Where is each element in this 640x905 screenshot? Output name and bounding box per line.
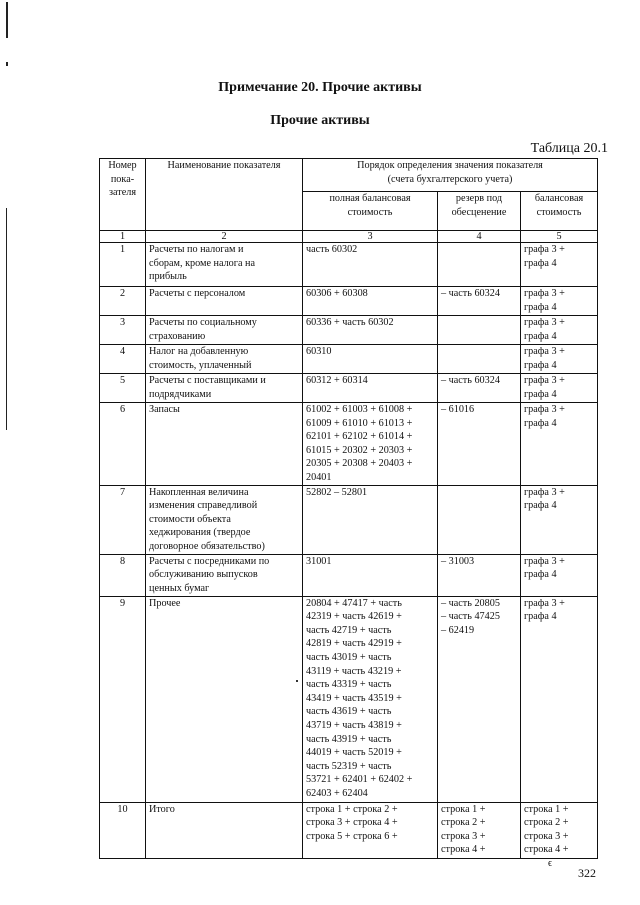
scan-edge-mark: [6, 62, 8, 66]
table-row: [100, 403, 598, 486]
page-corner-mark: ϵ: [548, 858, 553, 869]
row-gross-value: 60312 + 60314: [303, 374, 438, 403]
row-net-value: графа 3 + графа 4: [521, 596, 598, 802]
row-reserve: [438, 485, 521, 554]
row-gross-value: 60310: [303, 345, 438, 374]
row-name: Расчеты с поставщиками и подрядчиками: [146, 374, 303, 403]
column-number: 5: [521, 231, 598, 243]
row-reserve: – часть 60324: [438, 374, 521, 403]
row-reserve: строка 1 + строка 2 + строка 3 + строка 4 +: [438, 802, 521, 858]
row-number: 2: [100, 287, 146, 316]
header-order: Порядок определения значения показателя (счета бухгалтерского учета): [303, 159, 598, 192]
row-gross-value: 52802 – 52801: [303, 485, 438, 554]
row-reserve: [438, 243, 521, 287]
row-number: 4: [100, 345, 146, 374]
row-number: 7: [100, 485, 146, 554]
table-row: [100, 485, 598, 554]
row-name: Накопленная величина изменения справедливой стоимости объекта хеджирования (твердое договорное обязательство): [146, 485, 303, 554]
other-assets-table: [99, 158, 598, 859]
column-number: 2: [146, 231, 303, 243]
row-gross-value: 31001: [303, 554, 438, 596]
row-gross-value: часть 60302: [303, 243, 438, 287]
row-gross-value: 61002 + 61003 + 61008 + 61009 + 61010 + 61013 + 62101 + 62102 + 61014 + 61015 + 20302 + 20303 + 20305 + 20308 + 20403 + 20401: [303, 403, 438, 486]
section-subheading: Прочие активы: [270, 113, 370, 128]
row-gross-value: 60336 + часть 60302: [303, 316, 438, 345]
table-row: [100, 802, 598, 858]
row-number: 6: [100, 403, 146, 486]
row-net-value: графа 3 + графа 4: [521, 345, 598, 374]
row-number: 3: [100, 316, 146, 345]
row-number: 5: [100, 374, 146, 403]
scan-edge-mark: [6, 2, 8, 38]
row-number: 8: [100, 554, 146, 596]
row-name: Запасы: [146, 403, 303, 486]
table-label: Таблица 20.1: [530, 141, 608, 156]
row-gross-value: строка 1 + строка 2 + строка 3 + строка 4 + строка 5 + строка 6 +: [303, 802, 438, 858]
row-reserve: – 61016: [438, 403, 521, 486]
row-net-value: строка 1 + строка 2 + строка 3 + строка 4 +: [521, 802, 598, 858]
column-number: 3: [303, 231, 438, 243]
row-reserve: – часть 60324: [438, 287, 521, 316]
row-number: 10: [100, 802, 146, 858]
table-row: [100, 345, 598, 374]
row-net-value: графа 3 + графа 4: [521, 374, 598, 403]
header-reserve: резерв под обесценение: [438, 192, 521, 231]
row-number: 1: [100, 243, 146, 287]
table-row: [100, 596, 598, 802]
page-number: 322: [578, 866, 596, 880]
row-reserve: [438, 316, 521, 345]
table-row: [100, 554, 598, 596]
row-net-value: графа 3 + графа 4: [521, 554, 598, 596]
table-row: [100, 287, 598, 316]
row-number: 9: [100, 596, 146, 802]
row-net-value: графа 3 + графа 4: [521, 287, 598, 316]
header-net-value: балансовая стоимость: [521, 192, 598, 231]
scan-edge-mark: [6, 208, 7, 430]
row-name: Налог на добавленную стоимость, уплаченный: [146, 345, 303, 374]
column-number: 4: [438, 231, 521, 243]
row-name: Расчеты по налогам и сборам, кроме налога на прибыль: [146, 243, 303, 287]
row-name: Расчеты по социальному страхованию: [146, 316, 303, 345]
table-row: [100, 374, 598, 403]
table-row: [100, 316, 598, 345]
table-row: [100, 243, 598, 287]
row-net-value: графа 3 + графа 4: [521, 403, 598, 486]
row-name: Расчеты с персоналом: [146, 287, 303, 316]
header-number: Номер пока- зателя: [100, 159, 146, 231]
row-net-value: графа 3 + графа 4: [521, 316, 598, 345]
scan-speck: [296, 680, 298, 682]
row-reserve: – часть 20805 – часть 47425 – 62419: [438, 596, 521, 802]
row-name: Прочее: [146, 596, 303, 802]
row-net-value: графа 3 + графа 4: [521, 243, 598, 287]
column-number: 1: [100, 231, 146, 243]
row-name: Расчеты с посредниками по обслуживанию выпусков ценных бумаг: [146, 554, 303, 596]
header-gross-value: полная балансовая стоимость: [303, 192, 438, 231]
row-reserve: – 31003: [438, 554, 521, 596]
row-gross-value: 60306 + 60308: [303, 287, 438, 316]
row-gross-value: 20804 + 47417 + часть 42319 + часть 42619 + часть 42719 + часть 42819 + часть 42919 + часть 43019 + часть 43119 + часть 43219 + часть 43319 + часть 43419 + часть 43519 + часть 43619 + часть 43719 + часть 43819 + часть 43919 + часть 44019 + часть 52019 + часть 52319 + часть 53721 + 62401 + 62402 + 62403 + 62404: [303, 596, 438, 802]
header-name: Наименование показателя: [146, 159, 303, 231]
row-net-value: графа 3 + графа 4: [521, 485, 598, 554]
row-name: Итого: [146, 802, 303, 858]
row-reserve: [438, 345, 521, 374]
note-heading: Примечание 20. Прочие активы: [218, 80, 422, 95]
